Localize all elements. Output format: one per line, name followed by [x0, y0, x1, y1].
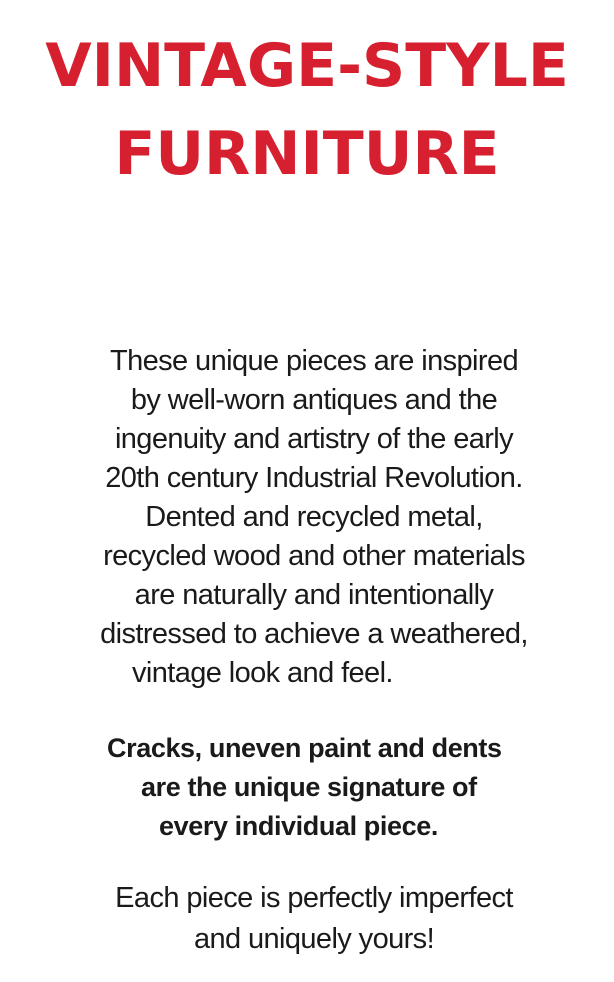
closing-line: Each piece is perfectly imperfect	[115, 882, 513, 914]
description-line: 20th century Industrial Revolution.	[105, 462, 523, 494]
description-line: ingenuity and artistry of the early	[114, 423, 514, 455]
title-line-1: VINTAGE-STYLE	[45, 31, 569, 101]
title-line-2: FURNITURE	[114, 119, 500, 189]
description-line: recycled wood and other materials	[103, 540, 525, 572]
closing-line: and uniquely yours!	[193, 923, 435, 955]
description-line: Dented and recycled metal,	[145, 501, 483, 533]
description-line: distressed to achieve a weathered,	[100, 618, 528, 650]
highlight-line: every individual piece.	[159, 811, 438, 841]
highlight-line: are the unique signature of	[141, 772, 477, 802]
description-line: vintage look and feel.	[132, 657, 393, 689]
description-line: by well-worn antiques and the	[130, 384, 498, 416]
highlight-line: Cracks, uneven paint and dents	[107, 733, 502, 763]
description-line: These unique pieces are inspired	[109, 345, 518, 377]
description-line: are naturally and intentionally	[134, 579, 494, 611]
